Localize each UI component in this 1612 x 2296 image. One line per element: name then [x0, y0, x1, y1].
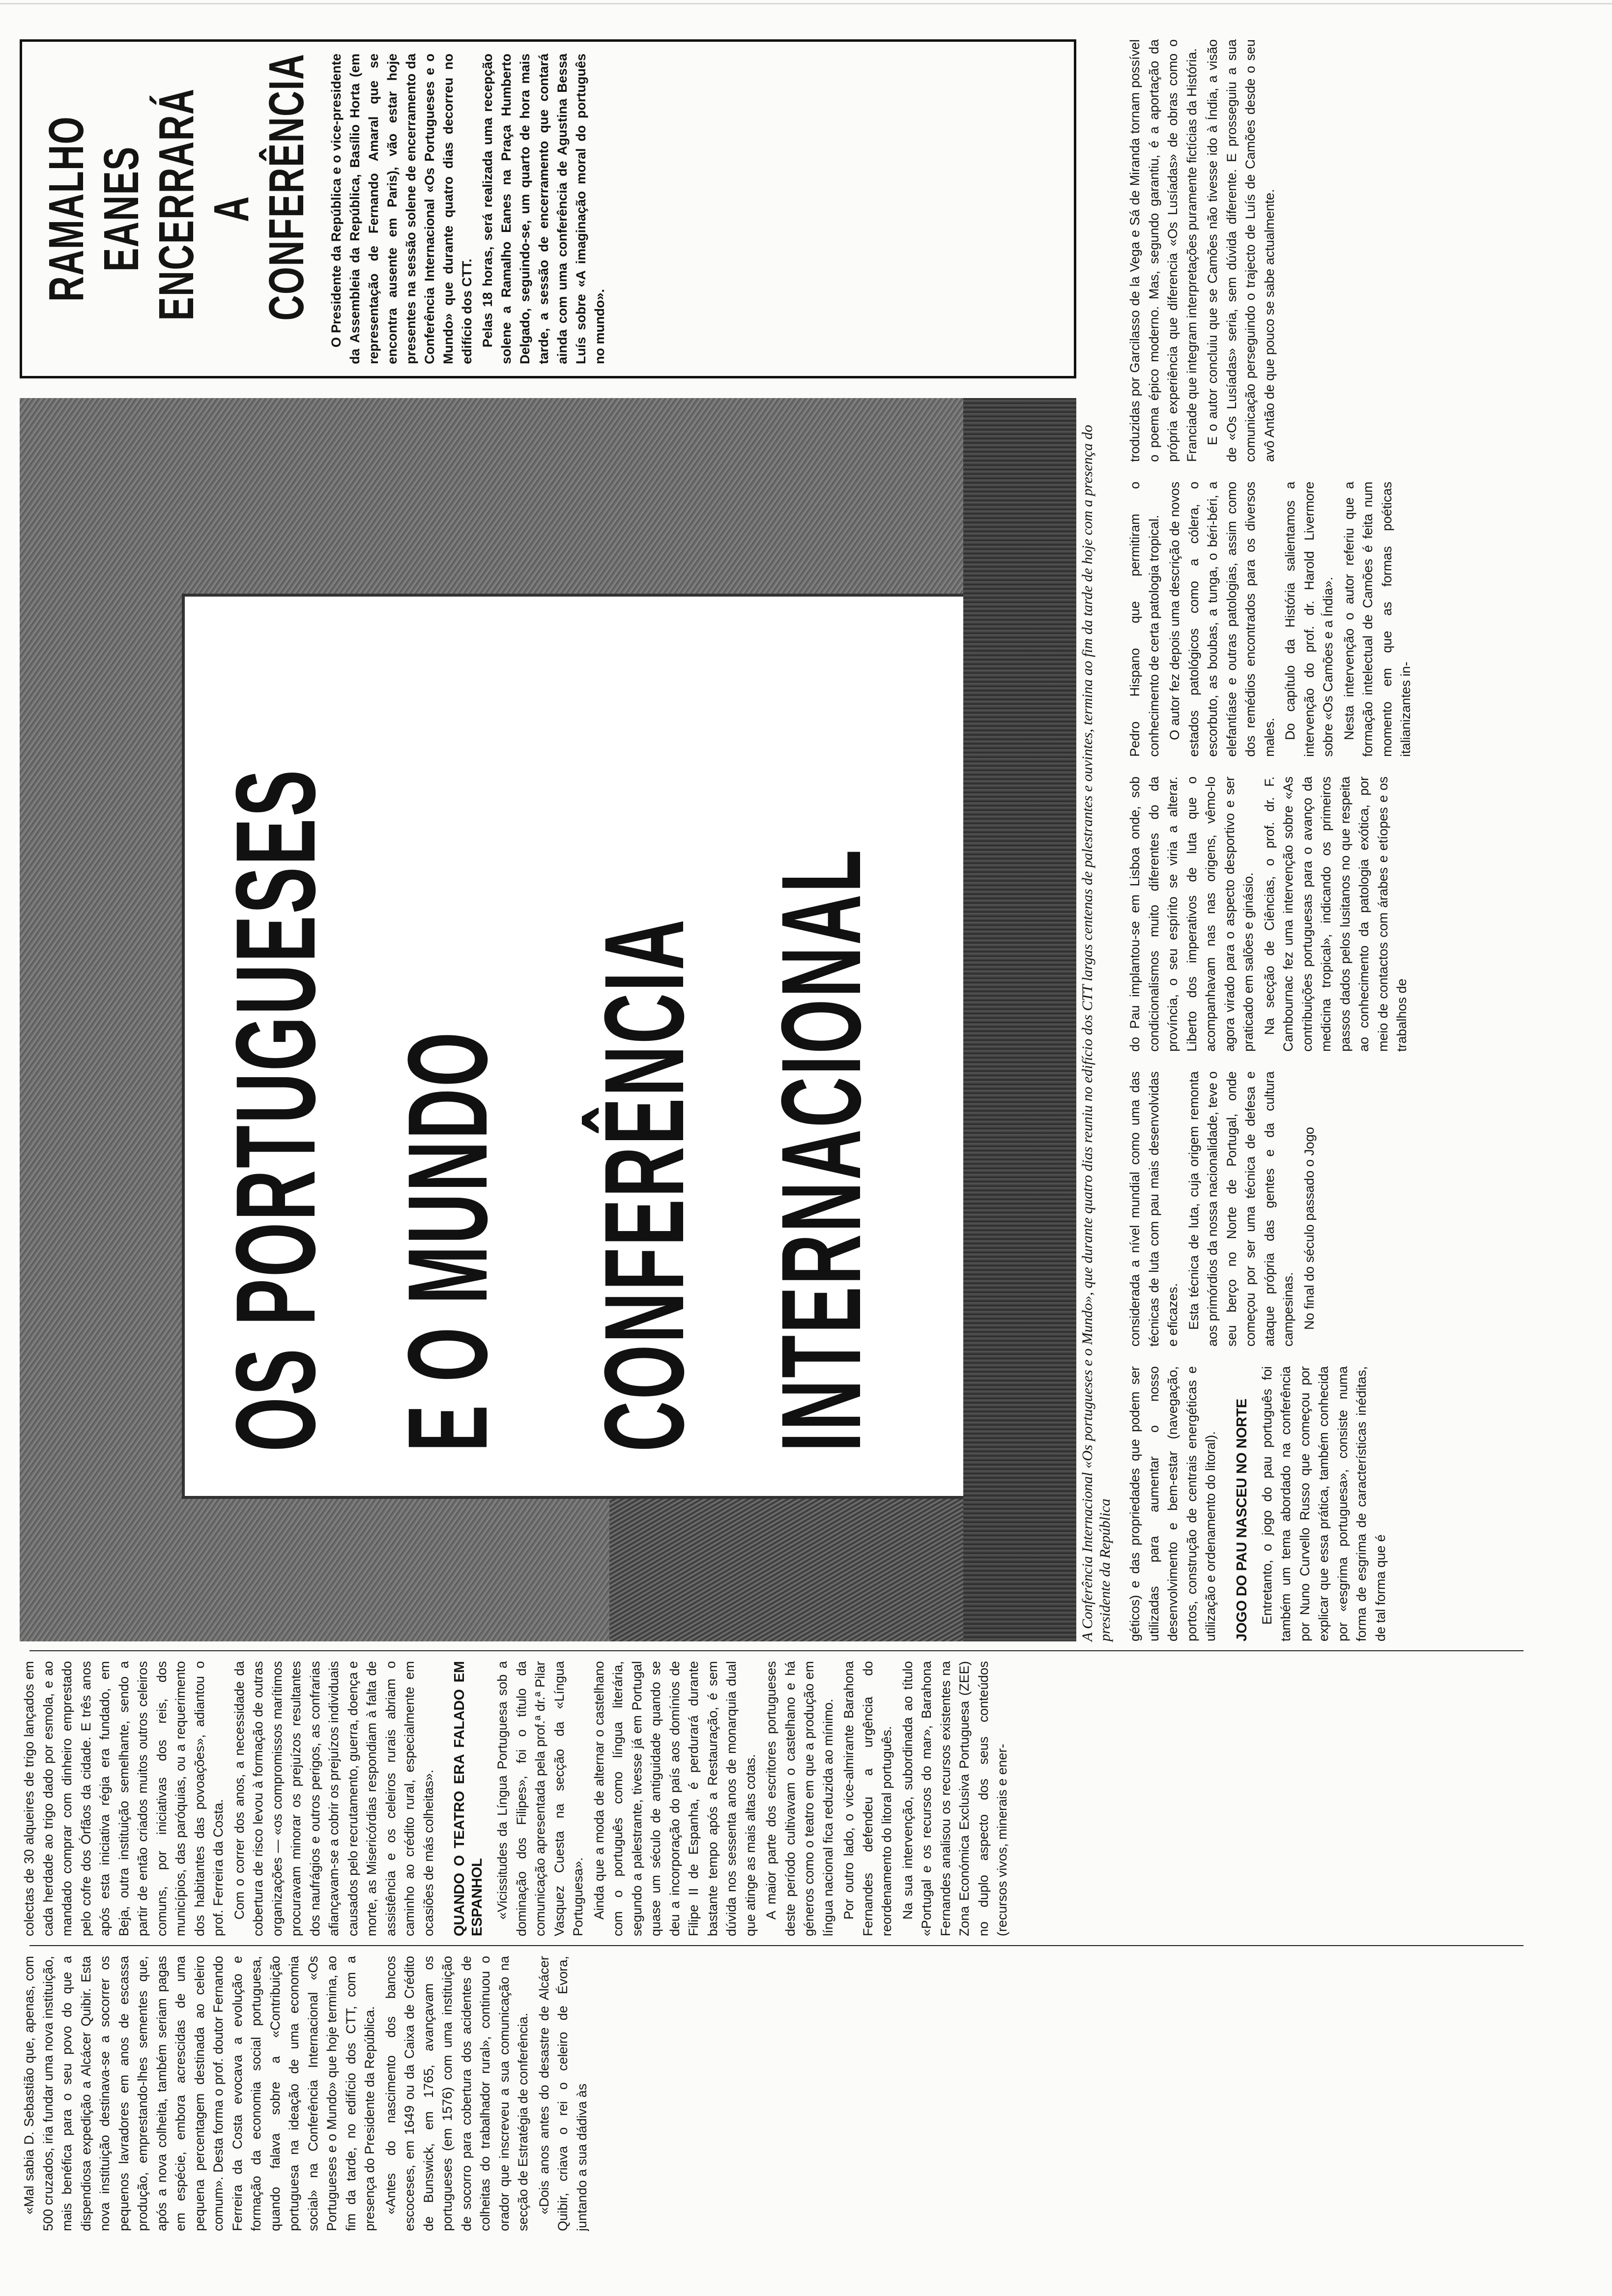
- column-rule: [29, 1945, 1524, 1946]
- paragraph: A maior parte dos escritores portugueses deste período cultivavam o castelhano e há géneros como o teatro em que a produção em língua nacional fica reduzida ao mínimo.: [764, 1661, 835, 1936]
- scan-edge: [0, 3, 1612, 4]
- paragraph: «Vicissitudes da Língua Portuguesa sob a dominação dos Filipes», foi o título da comunicação apresentada pela prof.ª dr.ª Pilar Vasquez Cuesta na secção da «Língua Portuguesa».: [495, 1661, 585, 1936]
- paragraph: Entretanto, o jogo do pau português foi também um tema abordado na conferência por Nuno Curvello Russo que começou por explicar que essa prática, também conhecida por «esgrima portuguesa», consiste numa forma de esgrima de características inéditas, de tal forma que é: [1259, 1366, 1388, 1641]
- paragraph: Por outro lado, o vice-almirante Barahona Fernandes defendeu a urgência do reordenamento do litoral português.: [841, 1661, 894, 1936]
- article-column-6: [1125, 482, 1533, 757]
- paragraph: Na secção de Ciências, o prof. dr. F. Cambournac fez uma intervenção sobre «As contribuições portuguesas para o avanço da medicina tropical», indicando os primeiros passos dados pelos lusitanos no que respeita ao conhecimento da patologia exótica, por meio de contactos com árabes e etíopes e os trabalhos de: [1262, 776, 1409, 1052]
- paragraph: Pelas 18 horas, será realizada uma recepção solene a Ramalho Eanes na Praça Humberto Delgado, seguindo-se, um quarto de hora mais tarde, a sessão de encerramento que contará ainda com uma conferência de Agustina Bessa Luís sobre «A imaginação moral do português no mundo».: [480, 54, 607, 364]
- title-line: A CONFERÊNCIA: [204, 53, 314, 321]
- article-column-4: [1125, 1071, 1533, 1347]
- banner-text: INTERNACIONAL: [758, 848, 884, 1452]
- boxed-article-title: [39, 53, 314, 321]
- article-column-2: [20, 1661, 1533, 1936]
- banner-text: CONFERÊNCIA: [581, 918, 707, 1452]
- rotated-newspaper-sheet: [0, 10, 1563, 2251]
- title-line: EANES: [94, 146, 149, 272]
- paragraph: Com o correr dos anos, a necessidade da cobertura de risco levou à formação de outras organizações — «os compromissos marítimos procuravam minorar os prejuízos resultantes dos naufrágios e outros perigos, as confrarias afiançavam-se a cobrir os prejuízos individuais causados pelo recrutamento, guerra, doença e morte, as Misericórdias respondiam à falta de assistência e os celeiros rurais abriam o caminho ao crédito rural, especialmente em ocasiões de más colheitas».: [231, 1661, 436, 1936]
- photo-ground: [963, 398, 1076, 1641]
- paragraph: Ainda que a moda de alternar o castelhano com o português como língua literária, segundo a palestrante, tivesse já em Portugal quase um século de antiguidade quando se deu a incorporação do país aos domínios de Filipe II de Espanha, é perdurará durante bastante tempo após a Restauração, é sem dúvida nos sessenta anos de monarquia dual que atinge as mais altas cotas.: [591, 1661, 758, 1936]
- paragraph: Pedro Hispano que permitiram o conhecimento de certa patologia tropical.: [1127, 482, 1161, 757]
- title-line: ENCERRARÁ: [149, 88, 204, 321]
- paragraph: do Pau implantou-se em Lisboa onde, sob condicionalismos muito diferentes do da província, o seu espírito se viria a alterar. Liberto dos imperativos de luta que o acompanhavam nas nas origens, vêmo-lo agora virado para o aspecto desportivo e ser praticado em salões e ginásio.: [1127, 776, 1256, 1052]
- paragraph: «Mal sabia D. Sebastião que, apenas, com 500 cruzados, iria fundar uma nova instituição, mais benéfica para o seu povo do que a dispendiosa expedição a Alcácer Quibir. Esta nova instituição destinava-se a socorrer os pequenos lavradores em anos de escassa produção, emprestando-lhes sementes que, após a nova colheita, também seriam pagas em espécie, embora acrescidas de uma pequena percentagem destinada ao celeiro comum». Desta forma o prof. doutor Fernando Ferreira da Costa evocava a evolução e formação da economia social portuguesa, quando falava sobre a «Contribuição portuguesa na ideação de uma economia social» na Conferência Internacional «Os Portugueses e o Mundo» que hoje termina, ao fim da tarde, no edifício dos CTT, com a presença do Presidente da República.: [22, 1956, 377, 2231]
- paragraph: troduzidas por Garcilasso de la Vega e Sá de Miranda tornam possível o poema épico moderno. Mas, segundo garantiu, é a aportação da própria experiência que diferencia «Os Lusíadas» de obras como o Franciade que integram interpretações puramente fictícias da História.: [1127, 39, 1199, 462]
- article-column-3: [1125, 1366, 1533, 1641]
- section-heading: JOGO DO PAU NASCEU NO NORTE: [1234, 1398, 1250, 1641]
- conference-banner: [182, 594, 974, 1499]
- section-heading: QUANDO O TEATRO ERA FALADO EM ESPANHOL: [452, 1661, 485, 1936]
- title-line: RAMALHO: [39, 115, 94, 302]
- paragraph: «Dois anos antes do desastre de Alcácer Quibir, criava o rei o celeiro de Évora, juntando a sua dádiva às: [536, 1956, 589, 2231]
- paragraph: «Antes do nascimento dos bancos escoceses, em 1649 ou da Caixa de Crédito de Bunswick, em 1765, avançavam os portugueses (em 1576) com uma instituição de socorro para cobertura dos acidentes de colheitas do trabalhador rural», continuou o orador que inscreveu a sua comunicação na secção de Estratégia de conferência.: [383, 1956, 530, 2231]
- paragraph: O autor fez depois uma descrição de novos estados patológicos como a cólera, o escorbuto, as boubas, a tunga, o béri-béri, a elefantíase e outras patologias, assim como dos remédios encontrados para os diversos males.: [1167, 482, 1277, 757]
- boxed-article-body: [327, 54, 609, 364]
- paragraph: O Presidente da República e o vice-presidente da Assembleia da República, Basílio Horta (em representação de Fernando Amaral que se encontra ausente em Paris), vão estar hoje presentes na sessão solene de encerramento da Conferência Internacional «Os Portugueses e o Mundo» que durante quatro dias decorreu no edifício dos CTT.: [329, 54, 474, 364]
- paragraph: Esta técnica de luta, cuja origem remonta aos primórdios da nossa nacionalidade, teve o seu berço no Norte de Portugal, onde começou por ser uma técnica de defesa e ataque própria das gentes e da cultura campesinas.: [1186, 1071, 1295, 1347]
- paragraph: Do capítulo da História salientamos a intervenção do prof. dr. Harold Livermore sobre «Os Camões e a Índia».: [1283, 482, 1335, 757]
- paragraph: Na sua intervenção, subordinada ao título «Portugal e os recursos do mar», Barahona Fernandes analisou os recursos existentes na Zona Económica Exclusiva Portuguesa (ZEE) no duplo aspecto dos seus conteúdos (recursos vivos, minerais e ener-: [900, 1661, 1009, 1936]
- article-column-5: [1125, 776, 1533, 1052]
- paragraph: No final do século passado o Jogo: [1301, 1127, 1317, 1330]
- paragraph: géticos) e das propriedades que podem ser utilizadas para aumentar o nosso desenvolvimento e bem-estar (navegação, portos, construção de centrais energéticas e utilização e ordenamento do litoral).: [1127, 1366, 1218, 1641]
- column-rule: [29, 1650, 1524, 1651]
- paragraph: colectas de 30 alqueires de trigo lançados em cada herdade ao trigo dado por esmola, e ao mandado comprar com dinheiro emprestado pelo cofre dos Órfãos da cidade. E três anos após esta iniciativa régia era fundado, em Beja, outra instituição semelhante, sendo a partir de então criados muitos outros celeiros comuns, por iniciativas dos reis, dos municípios, das paróquias, ou a requerimento dos habitantes das povoações», adiantou o prof. Ferreira da Costa.: [22, 1661, 226, 1936]
- article-column-7: [1125, 39, 1533, 462]
- paragraph: E o autor concluiu que se Camões não tivesse ido à Índia, a visão de «Os Lusíadas» seria, sem dúvida diferente. E prosseguiu a sua comunicação perseguindo o trajecto de Luís de Camões desde o seu avô Antão de que pouco se sabe actualmente.: [1205, 39, 1277, 462]
- photo-caption: A Conferência Internacional «Os portugueses e o Mundo», que durante quatro dias reuniu no edifício dos CTT largas centenas de palestrantes e ouvintes, termina ao fim da tarde de hoje com a presença do presidente da República: [1079, 425, 1113, 1641]
- banner-text: OS PORTUGUESES: [212, 768, 339, 1452]
- conference-photo: [20, 398, 1076, 1641]
- article-column-1: [20, 1956, 1533, 2231]
- banner-text: E O MUNDO: [384, 1030, 511, 1452]
- paragraph: Nesta intervenção o autor referiu que a formação intelectual de Camões é feita num momento em que as formas poéticas italianizantes in-: [1341, 482, 1413, 757]
- boxed-article: [20, 39, 1076, 378]
- paragraph: considerada a nível mundial como uma das técnicas de luta com pau mais desenvolvidas e eficazes.: [1127, 1071, 1180, 1347]
